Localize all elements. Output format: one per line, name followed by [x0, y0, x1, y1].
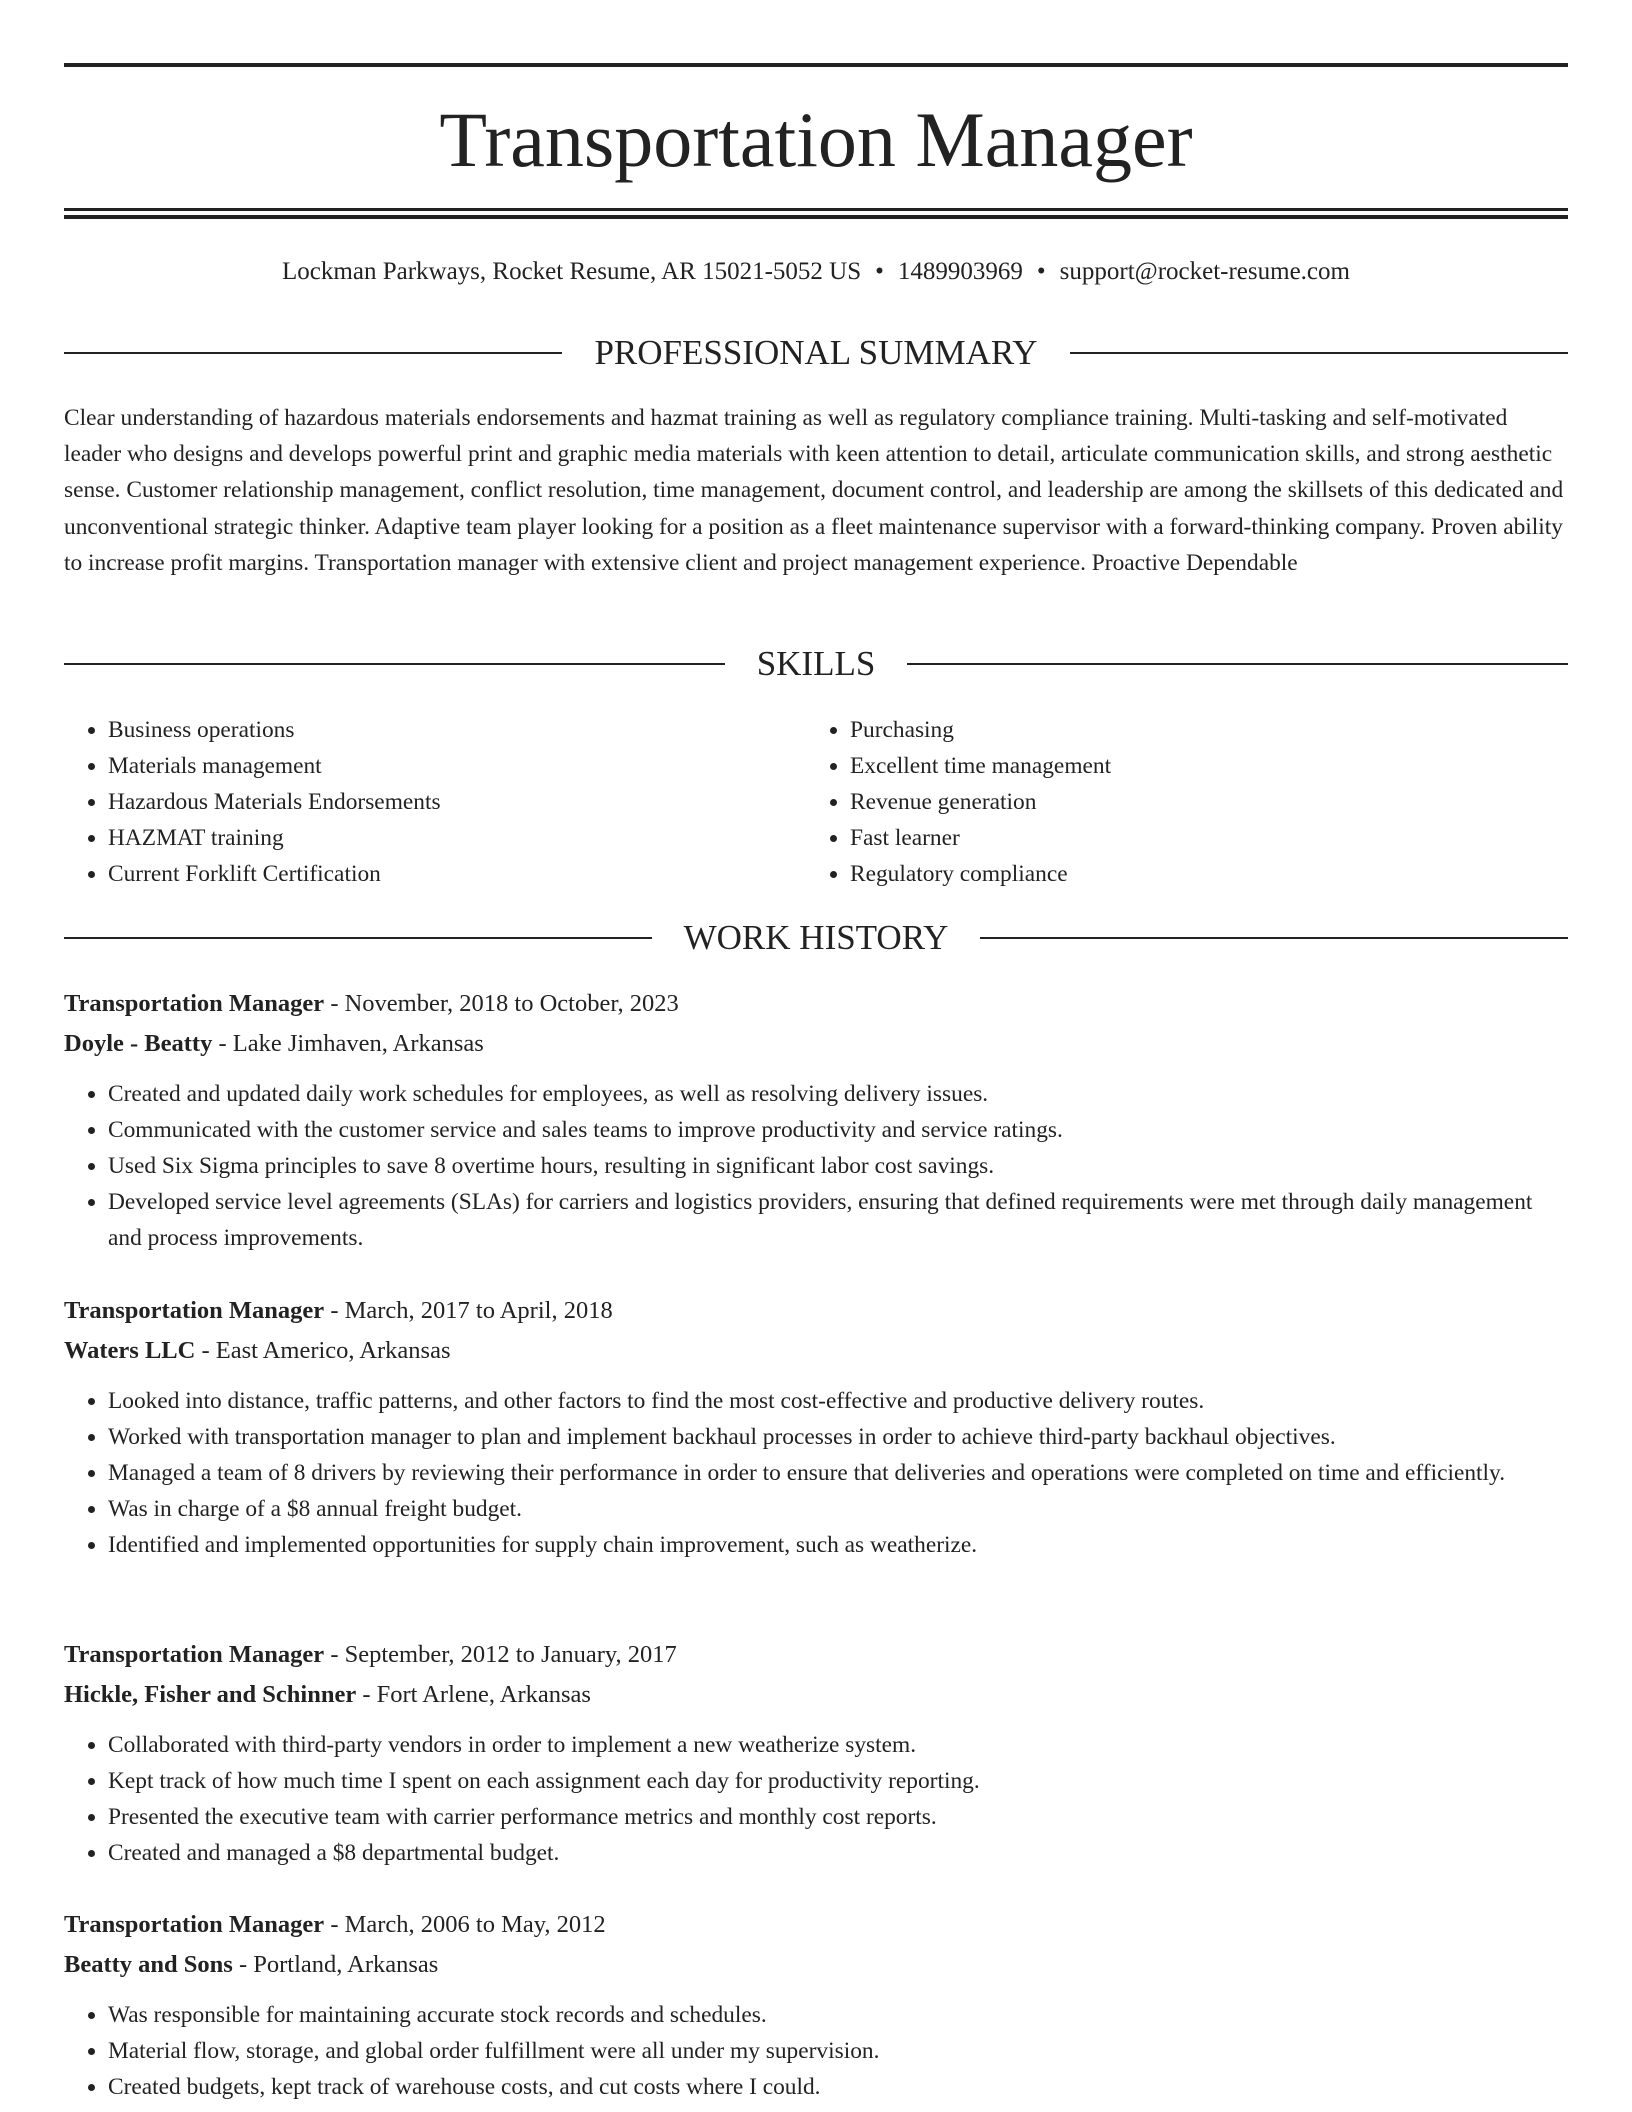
work-heading-label: WORK HISTORY [683, 918, 949, 957]
job-company-line [64, 1677, 1568, 1713]
job-bullet: • Managed a team of 8 drivers by reviewing their performance in order to ensure that deliveries and operations were completed on time and efficiently. [108, 1455, 1568, 1491]
job-location: - Fort Arlene, Arkansas [356, 1681, 591, 1708]
professional-summary: Clear understanding of hazardous materials endorsements and hazmat training as well as regulatory compliance training. Multi-tasking and self-motivated leader who designs and develops powerful print and graphic media materials with keen attention to detail, articulate communication skills, and strong aesthetic sense. Customer relationship management, conflict resolution, time management, document control, and leadership are among the skillsets of this dedicated and unconventional strategic thinker. Adaptive team player looking for a position as a fleet maintenance supervisor with a forward-thinking company. Proven ability to increase profit margins. Transportation manager with extensive client and project management experience. Proactive Dependable [64, 405, 1564, 576]
job-bullet: • Material flow, storage, and global order fulfillment were all under my supervision. [108, 2033, 1568, 2069]
job-location: - East Americo, Arkansas [195, 1337, 451, 1364]
summary-section-heading [64, 331, 1568, 375]
job-dates: - September, 2012 to January, 2017 [324, 1641, 677, 1668]
top-rule [64, 63, 1568, 67]
title-rule-lower [64, 215, 1568, 219]
skills-column-left [64, 712, 806, 892]
job-company-line [64, 1333, 1568, 1369]
job-company: Waters LLC [64, 1337, 196, 1364]
job-dates: - March, 2006 to May, 2012 [324, 1911, 606, 1938]
work-history-section-heading [64, 916, 1568, 960]
skill-item: • Current Forklift Certification [108, 856, 806, 892]
contact-separator: • [1036, 258, 1046, 285]
skill-item: • HAZMAT training [108, 820, 806, 856]
job-bullets [64, 1076, 1568, 1256]
title-rule-upper [64, 208, 1568, 211]
skill-item: • Revenue generation [850, 784, 1548, 820]
job-location: - Lake Jimhaven, Arkansas [212, 1030, 484, 1057]
skill-item: • Purchasing [850, 712, 1548, 748]
skill-item: • Business operations [108, 712, 806, 748]
job-title: Transportation Manager [64, 990, 325, 1017]
job-bullets [64, 1997, 1568, 2105]
contact-email: support@rocket-resume.com [1059, 258, 1350, 285]
job-entry [64, 1637, 1568, 1871]
contact-phone: 1489903969 [897, 258, 1023, 285]
job-bullet: • Looked into distance, traffic patterns, and other factors to find the most cost-effective and productive delivery routes. [108, 1383, 1568, 1419]
job-entry [64, 1907, 1568, 2105]
job-location: - Portland, Arkansas [232, 1951, 439, 1978]
job-title: Transportation Manager [64, 1297, 325, 1324]
skills-heading-label: SKILLS [756, 644, 876, 683]
job-dates: - November, 2018 to October, 2023 [324, 990, 679, 1017]
contact-line [64, 254, 1568, 290]
skill-item: • Hazardous Materials Endorsements [108, 784, 806, 820]
job-company: Doyle - Beatty [64, 1030, 213, 1057]
job-bullets [64, 1383, 1568, 1563]
job-bullet: • Created and managed a $8 departmental budget. [108, 1835, 1568, 1871]
heading-rule-right [980, 937, 1568, 939]
job-bullet: • Developed service level agreements (SLAs) for carriers and logistics providers, ensuring that defined requirements were met through daily management and process improvements. [108, 1184, 1568, 1256]
skills-section-heading [64, 642, 1568, 686]
heading-rule-right [907, 663, 1568, 665]
job-bullet: • Worked with transportation manager to plan and implement backhaul processes in order to achieve third-party backhaul objectives. [108, 1419, 1568, 1455]
job-bullet: • Was in charge of a $8 annual freight budget. [108, 1491, 1568, 1527]
resume-title: Transportation Manager [439, 96, 1193, 183]
skill-item: • Regulatory compliance [850, 856, 1548, 892]
job-bullet: • Created and updated daily work schedules for employees, as well as resolving delivery issues. [108, 1076, 1568, 1112]
job-company-line [64, 1947, 1568, 1983]
job-bullet: • Used Six Sigma principles to save 8 overtime hours, resulting in significant labor cost savings. [108, 1148, 1568, 1184]
skill-item: • Materials management [108, 748, 806, 784]
job-title-line [64, 1637, 1568, 1673]
job-company: Hickle, Fisher and Schinner [64, 1681, 357, 1708]
job-bullet: • Identified and implemented opportunities for supply chain improvement, such as weatherize. [108, 1527, 1568, 1563]
job-bullet: • Created budgets, kept track of warehouse costs, and cut costs where I could. [108, 2069, 1568, 2105]
job-entry [64, 986, 1568, 1256]
summary-heading-label: PROFESSIONAL SUMMARY [594, 333, 1038, 372]
job-title-line [64, 1907, 1568, 1943]
job-company: Beatty and Sons [64, 1951, 233, 1978]
job-title: Transportation Manager [64, 1911, 325, 1938]
job-bullet: • Communicated with the customer service and sales teams to improve productivity and service ratings. [108, 1112, 1568, 1148]
job-bullet: • Collaborated with third-party vendors in order to implement a new weatherize system. [108, 1727, 1568, 1763]
job-title-line [64, 1293, 1568, 1329]
skill-item: • Excellent time management [850, 748, 1548, 784]
skills-list [64, 712, 1568, 892]
job-bullets [64, 1727, 1568, 1871]
job-bullet: • Was responsible for maintaining accurate stock records and schedules. [108, 1997, 1568, 2033]
job-company-line [64, 1026, 1568, 1062]
job-bullet: • Presented the executive team with carrier performance metrics and monthly cost reports. [108, 1799, 1568, 1835]
job-dates: - March, 2017 to April, 2018 [324, 1297, 613, 1324]
heading-rule-left [64, 663, 725, 665]
job-title-line [64, 986, 1568, 1022]
contact-address: Lockman Parkways, Rocket Resume, AR 15021-5052 US [282, 258, 862, 285]
contact-separator: • [875, 258, 884, 285]
heading-rule-left [64, 937, 652, 939]
job-entry [64, 1293, 1568, 1563]
job-bullet: • Kept track of how much time I spent on each assignment each day for productivity reporting. [108, 1763, 1568, 1799]
skills-column-right [806, 712, 1548, 892]
heading-rule-left [64, 352, 562, 354]
heading-rule-right [1070, 352, 1568, 354]
job-title: Transportation Manager [64, 1641, 325, 1668]
skill-item: • Fast learner [850, 820, 1548, 856]
